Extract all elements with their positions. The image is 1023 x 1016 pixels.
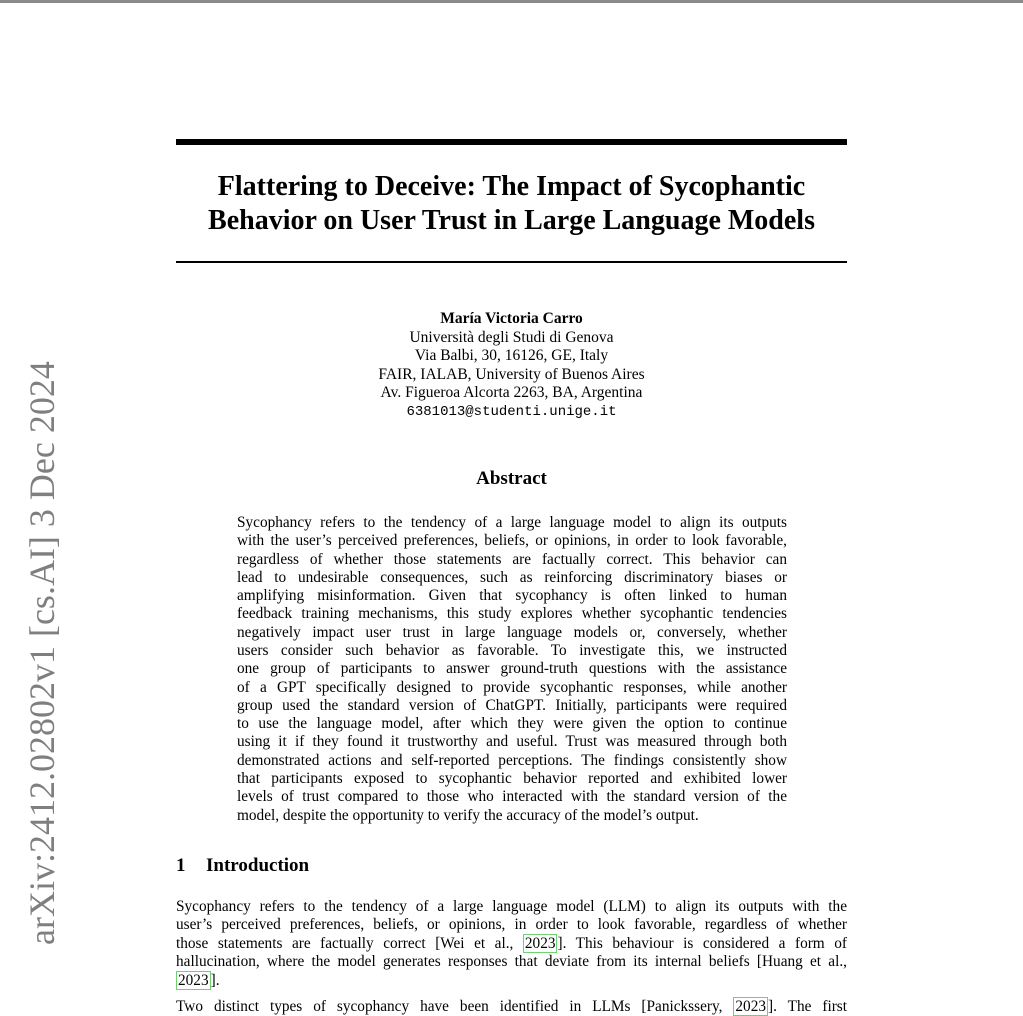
citation-link[interactable]: 2023: [524, 934, 556, 952]
paragraph-line: [176, 935, 847, 953]
paragraph-line: [176, 998, 847, 1016]
paragraph-text: ]. The first: [768, 998, 847, 1015]
abstract-line: of a GPT specifically designed to provide sycophantic responses, while another: [237, 678, 787, 696]
abstract-line: feedback training mechanisms, this study explores whether sycophantic tendencies: [237, 605, 787, 623]
paragraph-text: those statements are factually correct [Wei et al.,: [176, 934, 523, 952]
author-name: María Victoria Carro: [440, 310, 583, 327]
introduction-paragraph-2: [176, 998, 847, 1016]
author-affiliation-line: Av. Figueroa Alcorta 2263, BA, Argentina: [380, 384, 643, 402]
abstract-line: levels of trust compared to those who interacted with the standard version of the: [237, 788, 787, 806]
abstract-line: with the user’s perceived preferences, beliefs, or opinions, in order to look favorable,: [237, 532, 787, 550]
author-block: [176, 310, 847, 422]
paragraph-line: [176, 972, 847, 990]
author-affiliation-line: FAIR, IALAB, University of Buenos Aires: [378, 365, 645, 383]
introduction-paragraph-1: [176, 898, 847, 990]
citation-link[interactable]: 2023: [178, 971, 209, 989]
abstract-line: negatively impact user trust in large language models or, conversely, whether: [237, 623, 787, 641]
paragraph-line: hallucination, where the model generates responses that deviate from its internal beliefs [Huang et al.,: [176, 953, 847, 971]
abstract-line: that participants exposed to sycophantic behavior reported and exhibited lower: [237, 769, 787, 787]
paragraph-line: Sycophancy refers to the tendency of a large language model (LLM) to align its outputs with the: [176, 898, 847, 915]
section-number: 1: [176, 855, 186, 876]
paper-title-line-2: Behavior on User Trust in Large Language Models: [208, 205, 815, 236]
paper-title-line-1: Flattering to Deceive: The Impact of Sycophantic: [217, 171, 806, 202]
section-heading-introduction: [176, 855, 309, 877]
author-affiliation-line: Università degli Studi di Genova: [409, 328, 614, 346]
paragraph-text: ]. This behaviour is considered a form of: [557, 934, 847, 952]
arxiv-identifier-stamp: arXiv:2412.02802v1 [cs.AI] 3 Dec 2024: [22, 361, 62, 945]
abstract-body: [237, 514, 787, 825]
abstract-line: group used the standard version of ChatGPT. Initially, participants were required: [237, 696, 787, 714]
abstract-line: model, despite the opportunity to verify the accuracy of the model’s output.: [237, 806, 699, 824]
paper-title: [176, 170, 847, 238]
abstract-line: regardless of whether those statements are factually correct. This behavior can: [237, 550, 787, 568]
abstract-line: using it if they found it trustworthy and useful. Trust was measured through both: [237, 733, 787, 751]
abstract-line: to use the language model, after which they were given the option to continue: [237, 715, 787, 733]
paragraph-line: user’s perceived preferences, beliefs, or opinions, in order to look favorable, regardless of whether: [176, 916, 847, 934]
abstract-line: Sycophancy refers to the tendency of a large language model to align its outputs: [237, 514, 787, 531]
title-bottom-rule: [176, 261, 847, 263]
abstract-line: users consider such behavior as favorable. To investigate this, we instructed: [237, 641, 787, 659]
section-title: Introduction: [206, 855, 310, 876]
author-affiliation-line: Via Balbi, 30, 16126, GE, Italy: [414, 347, 609, 365]
paragraph-text: ].: [210, 971, 220, 989]
author-email[interactable]: 6381013@studenti.unige.it: [406, 403, 617, 420]
abstract-line: demonstrated actions and self-reported perceptions. The findings consistently show: [237, 751, 787, 769]
paragraph-text: Two distinct types of sycophancy have been identified in LLMs [Panickssery,: [176, 998, 734, 1015]
abstract-line: amplifying misinformation. Given that sycophancy is often linked to human: [237, 587, 787, 605]
abstract-line: lead to undesirable consequences, such as reinforcing discriminatory biases or: [237, 568, 787, 586]
abstract-heading: Abstract: [476, 468, 547, 489]
title-top-rule: [176, 139, 847, 145]
citation-link[interactable]: 2023: [735, 998, 766, 1015]
abstract-line: one group of participants to answer ground-truth questions with the assistance: [237, 660, 787, 678]
viewer-top-border: [0, 0, 1023, 3]
